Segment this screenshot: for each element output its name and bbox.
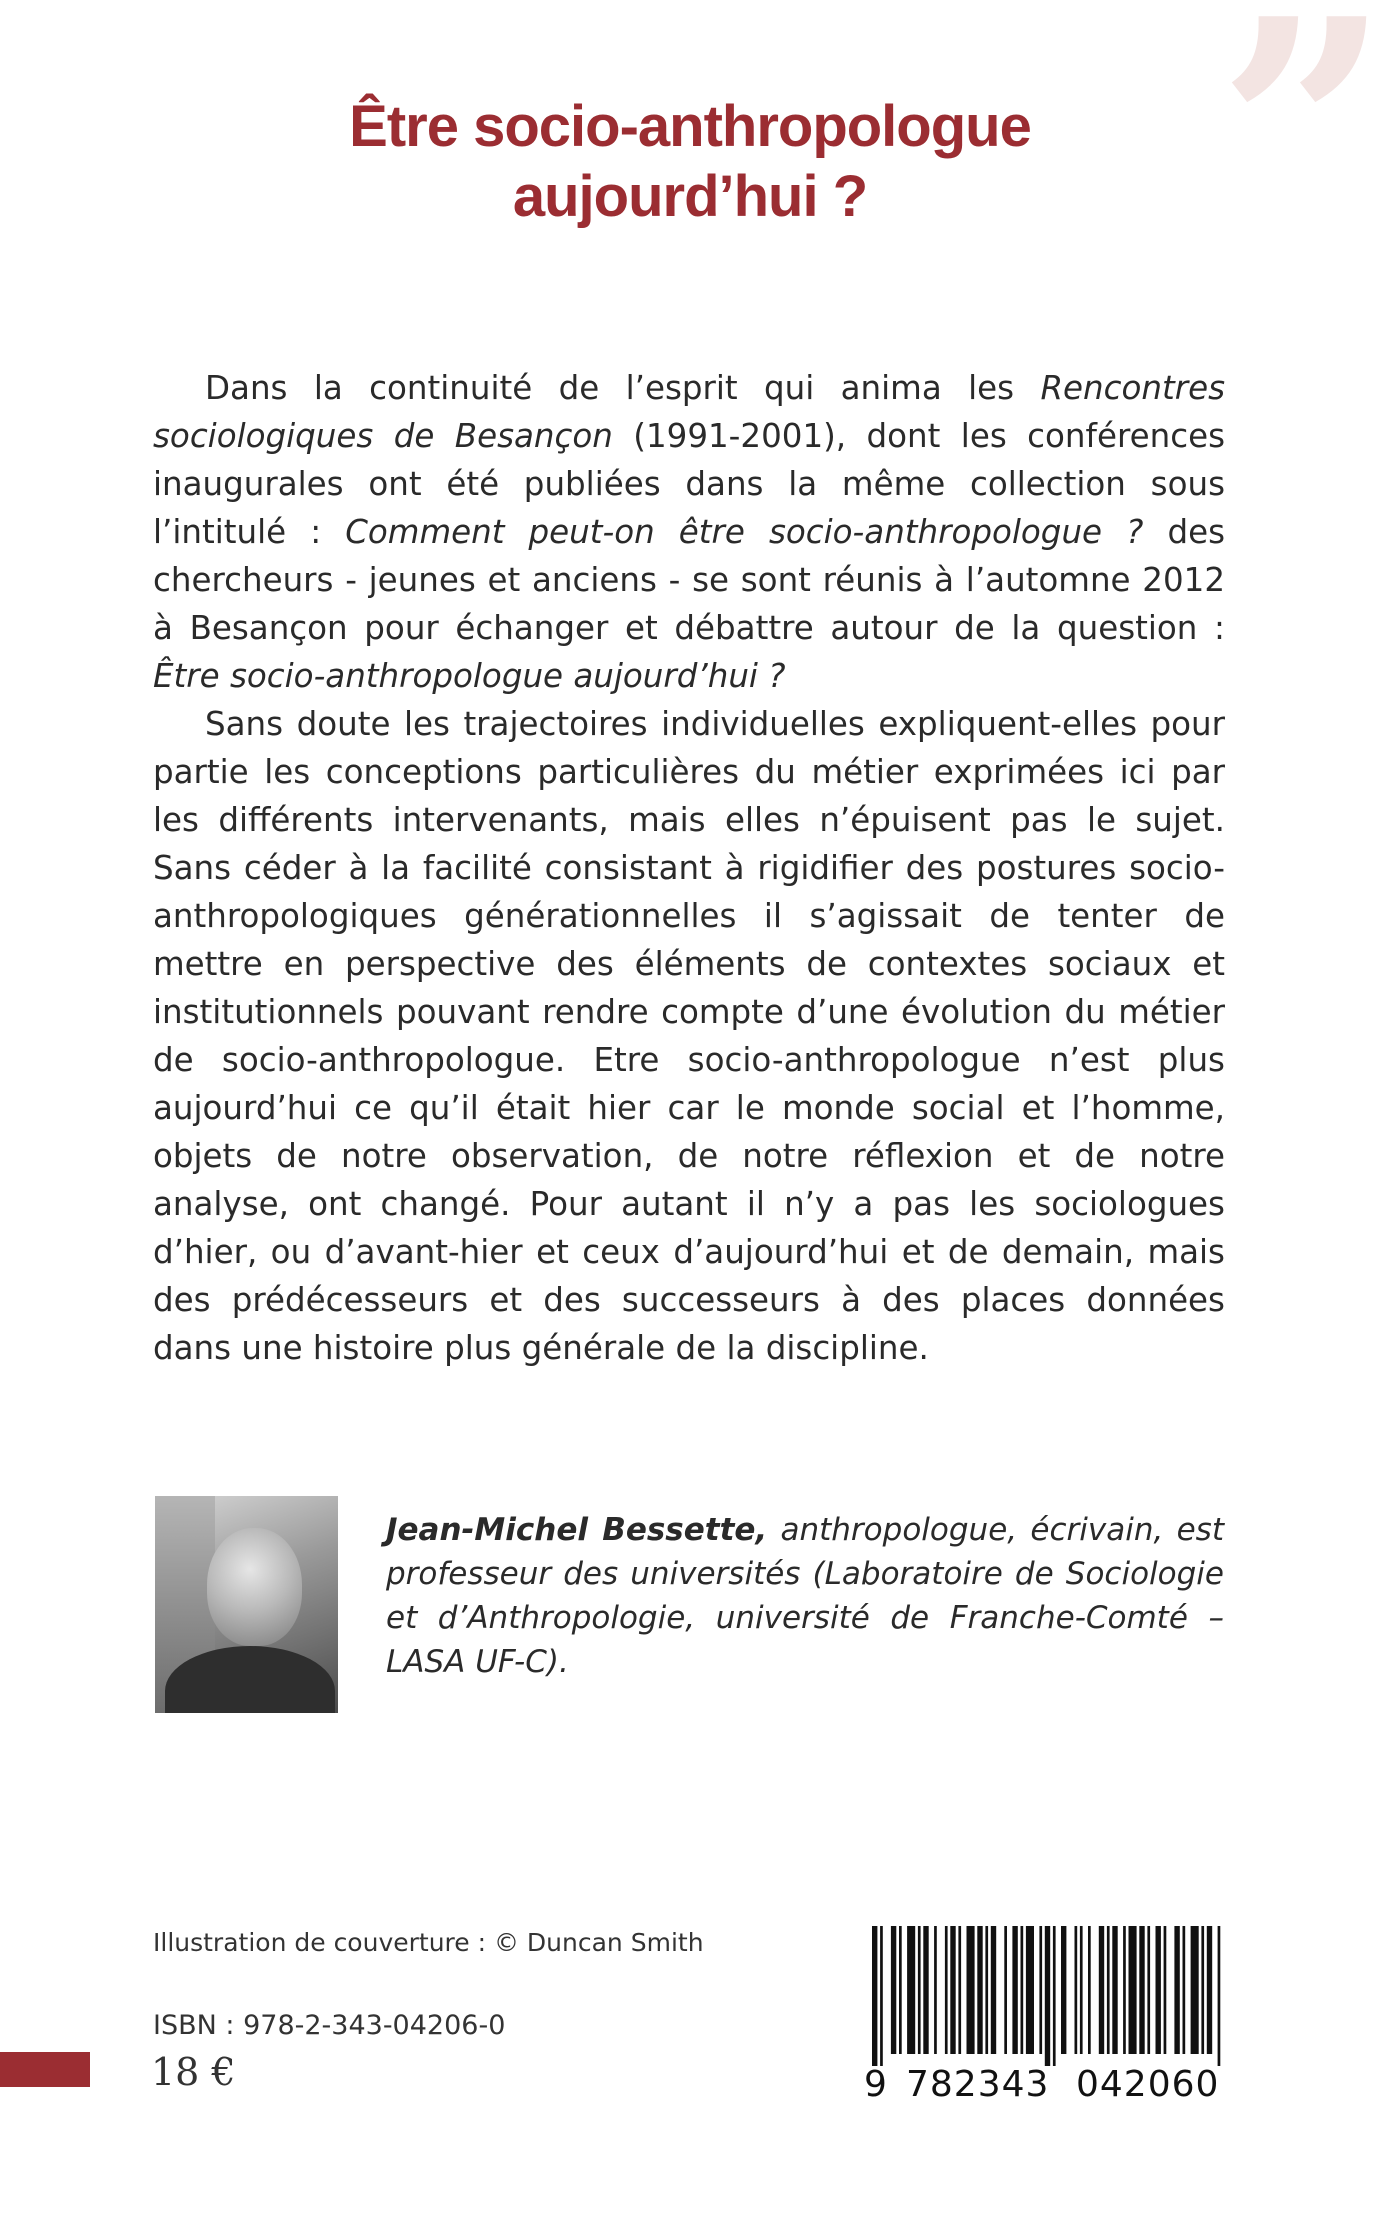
barcode-bar	[1080, 1926, 1083, 2054]
author-bio-text: anthropologue, écrivain, est professeur des universités (Laboratoire de Sociologie et d’Anthropologie, université de Franche-Comté – LASA UF-C).	[386, 1512, 1224, 1680]
price: 18 €	[151, 2050, 236, 2094]
barcode-bar	[907, 1926, 915, 2054]
barcode-bar	[950, 1926, 955, 2054]
isbn: ISBN : 978-2-343-04206-0	[153, 2010, 506, 2041]
barcode-left-group: 782343	[906, 2064, 1050, 2105]
barcode-bar	[1053, 1926, 1056, 2066]
barcode-bars	[864, 1926, 1234, 2066]
barcode-bar	[967, 1926, 975, 2054]
title-line-2: aujourd’hui ?	[512, 164, 868, 229]
author-name: Jean-Michel Bessette,	[386, 1512, 768, 1548]
barcode-bar	[985, 1926, 988, 2054]
p1-italic-2: Comment peut-on être socio-anthropologue ?	[345, 513, 1144, 551]
barcode-bar	[1218, 1926, 1221, 2066]
barcode-bar	[1191, 1926, 1199, 2054]
barcode-right-group: 042060	[1076, 2064, 1220, 2105]
barcode-bar	[923, 1926, 928, 2054]
book-title	[0, 92, 1380, 232]
barcode-bar	[1026, 1926, 1034, 2054]
barcode-bar	[1099, 1926, 1104, 2054]
barcode-bar	[1061, 1926, 1066, 2054]
barcode-bar	[872, 1926, 877, 2066]
barcode-bar	[1183, 1926, 1186, 2054]
barcode-bar	[1129, 1926, 1137, 2054]
barcode-bar	[958, 1926, 961, 2054]
barcode-bar	[1021, 1926, 1024, 2054]
title-line-1: Être socio-anthropologue	[349, 94, 1031, 159]
barcode-bar	[1112, 1926, 1117, 2054]
barcode-first-digit: 9	[864, 2064, 887, 2105]
barcode-bar	[1156, 1926, 1161, 2054]
author-photo	[155, 1496, 338, 1713]
barcode-bar	[918, 1926, 921, 2054]
accent-tab	[0, 2052, 90, 2087]
barcode-bar	[1075, 1926, 1078, 2054]
barcode	[864, 1926, 1234, 2104]
blurb-paragraph-2: Sans doute les trajectoires individuelles expliquent-elles pour partie les conceptions particulières du métier exprimées ici par les différents intervenants, mais elles n’épuisent pas le sujet. Sans céder à la facilité consistant à rigidifier des postures socio-anthropologiques générationnelles il s’agissait de tenter de mettre en perspective des éléments de contextes sociaux et institutionnels pouvant rendre compte d’une évolution du métier de socio-anthropologue. Etre socio-anthropologue n’est plus aujourd’hui ce qu’il était hier car le monde social et l’homme, objets de notre observation, de notre réflexion et de notre analyse, ont changé. Pour autant il n’y a pas les sociologues d’hier, ou d’avant-hier et ceux d’aujourd’hui et de demain, mais des prédécesseurs et des successeurs à des places données dans une histoire plus générale de la discipline.	[153, 705, 1225, 1367]
barcode-bar	[1174, 1926, 1179, 2054]
p1-text-2: (1991-2001), dont les conférences inaugurales ont été publiées dans la même collection sous l’intitulé :	[153, 417, 1226, 551]
barcode-bar	[1088, 1926, 1091, 2054]
barcode-bar	[1207, 1926, 1212, 2054]
barcode-bar	[880, 1926, 883, 2066]
author-bio	[386, 1508, 1224, 1684]
barcode-bar	[991, 1926, 996, 2054]
barcode-bar	[899, 1926, 902, 2054]
barcode-bar	[1039, 1926, 1042, 2054]
barcode-bar	[1107, 1926, 1110, 2054]
barcode-bar	[934, 1926, 937, 2054]
back-cover-blurb	[153, 364, 1225, 1372]
p1-italic-1: Rencontres sociologiques de Besançon	[153, 369, 1225, 455]
barcode-bar	[945, 1926, 948, 2054]
p1-italic-3: Être socio-anthropologue aujourd’hui ?	[153, 657, 786, 695]
barcode-bar	[1139, 1926, 1144, 2054]
barcode-bar	[1004, 1926, 1007, 2054]
author-head	[207, 1528, 302, 1646]
barcode-bar	[1201, 1926, 1204, 2054]
barcode-bar	[1147, 1926, 1150, 2054]
barcode-bar	[891, 1926, 896, 2054]
p1-text-3: des chercheurs - jeunes et anciens - se sont réunis à l’automne 2012 à Besançon pour échanger et débattre autour de la question :	[153, 513, 1226, 647]
barcode-bar	[1123, 1926, 1126, 2054]
barcode-bar	[1164, 1926, 1167, 2054]
barcode-bar	[1012, 1926, 1017, 2054]
barcode-bar	[977, 1926, 982, 2054]
p1-text-1: Dans la continuité de l’esprit qui anima les	[205, 369, 1041, 407]
cover-illustration-credit: Illustration de couverture : © Duncan Smith	[153, 1928, 704, 1957]
decorative-quote-mark: ”	[1217, 0, 1390, 306]
barcode-bar	[1045, 1926, 1050, 2066]
blurb-paragraph-1	[153, 364, 1225, 700]
